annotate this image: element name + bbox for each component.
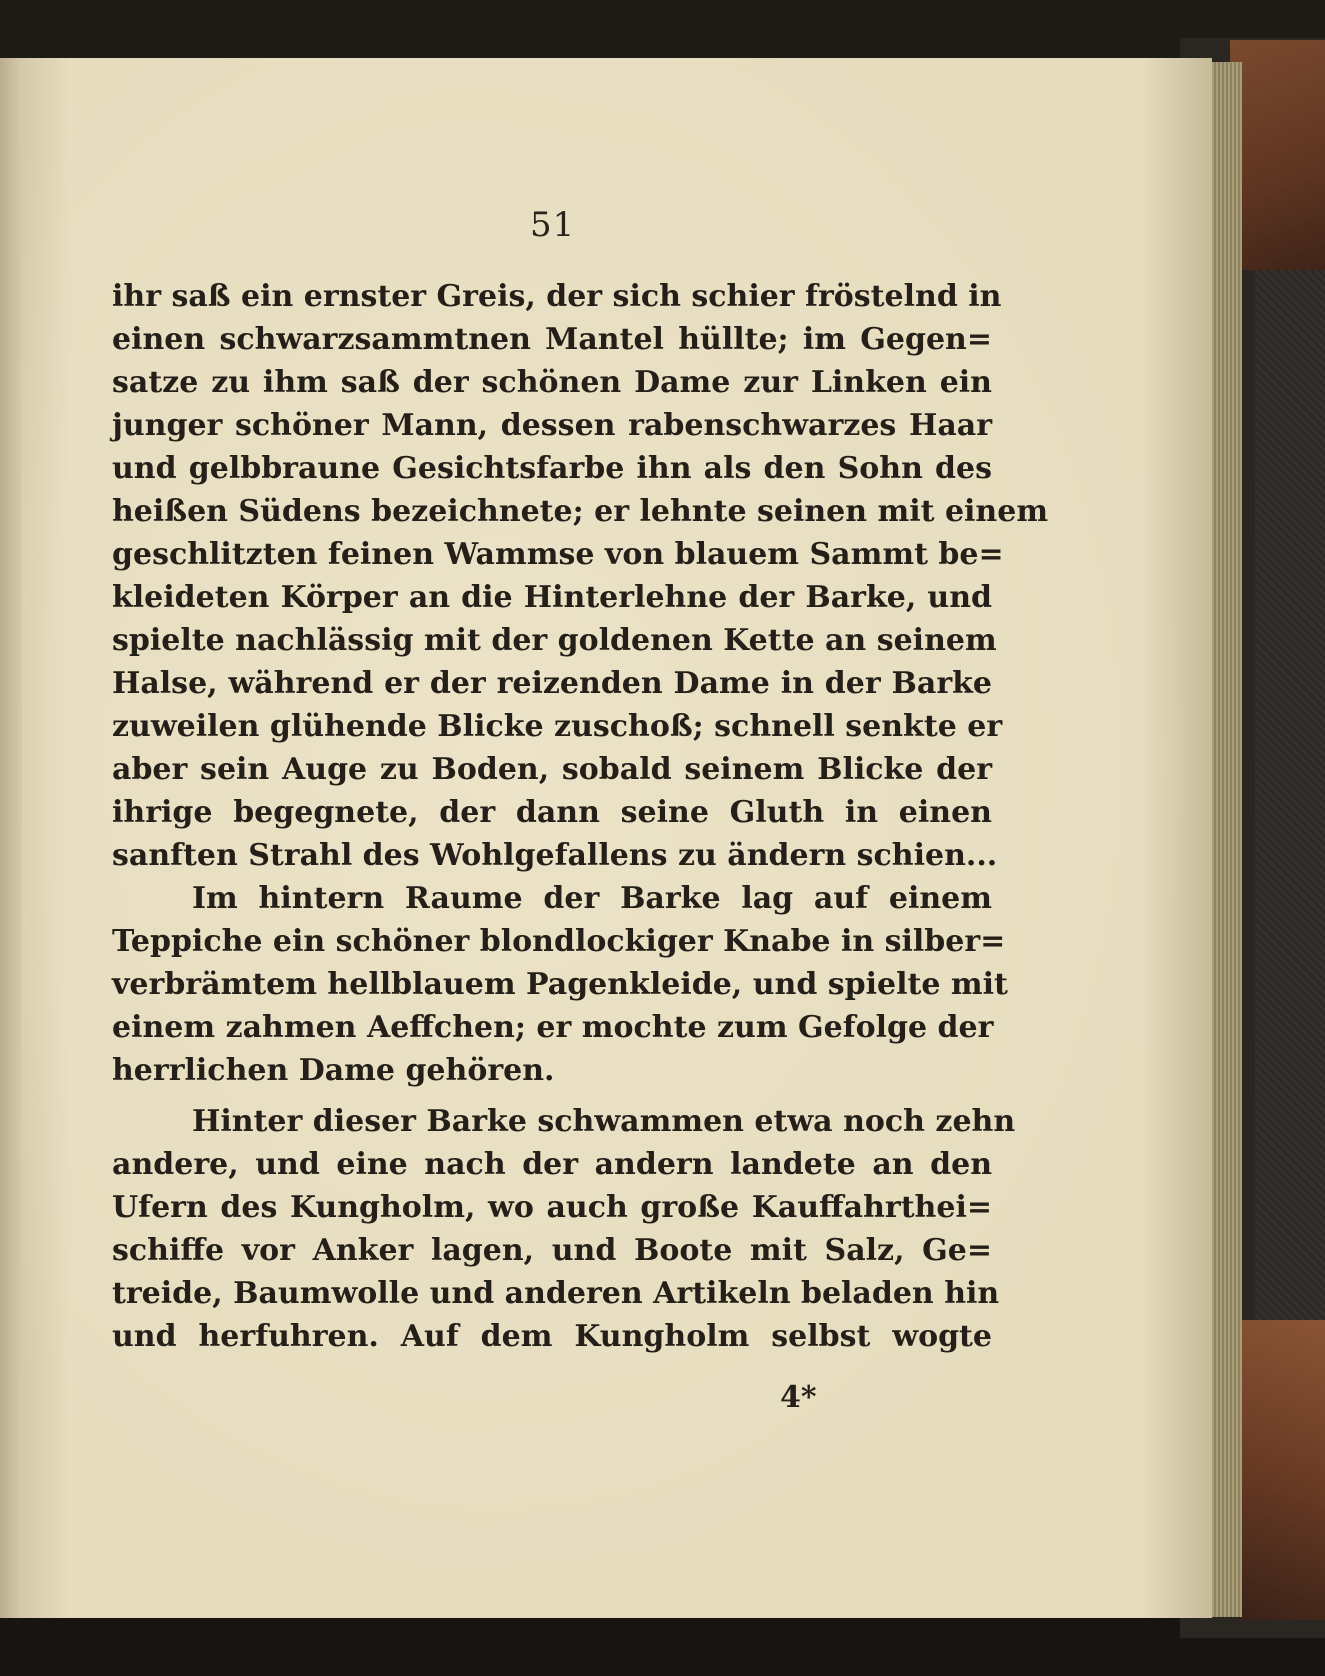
text-line: Teppiche ein schöner blondlockiger Knabe in silber= — [112, 924, 1006, 959]
text-line: herrlichen Dame gehören. — [112, 1053, 555, 1088]
text-line: geschlitzten feinen Wammse von blauem Sammt be= — [112, 537, 1004, 572]
text-line: ihr saß ein ernster Greis, der sich schier fröstelnd in — [112, 279, 1002, 314]
page-number: 51 — [530, 205, 576, 245]
leather-corner-top — [1230, 40, 1325, 270]
text-line: kleideten Körper an die Hinterlehne der Barke, und — [112, 580, 992, 615]
text-line: andere, und eine nach der andern landete an den — [112, 1147, 992, 1182]
background-top — [0, 0, 1325, 62]
body-text — [112, 275, 1049, 1358]
signature-mark: 4* — [780, 1380, 817, 1415]
text-line: einem zahmen Aeffchen; er mochte zum Gefolge der — [112, 1010, 994, 1045]
paragraph-start: Hinter dieser Barke schwammen etwa noch zehn — [192, 1104, 1016, 1139]
page-edges — [1208, 62, 1242, 1617]
leather-corner-bottom — [1240, 1320, 1325, 1620]
text-line: zuweilen glühende Blicke zuschoß; schnell senkte er — [112, 709, 1003, 744]
text-line: junger schöner Mann, dessen rabenschwarzes Haar — [112, 408, 992, 443]
text-line: schiffe vor Anker lagen, und Boote mit Salz, Ge= — [112, 1233, 992, 1268]
text-line: Halse, während er der reizenden Dame in der Barke — [112, 666, 992, 701]
text-line: Ufern des Kungholm, wo auch große Kauffahrthei= — [112, 1190, 992, 1225]
left-page-edge — [0, 58, 24, 1618]
text-line: einen schwarzsammtnen Mantel hüllte; im Gegen= — [112, 322, 992, 357]
text-line: spielte nachlässig mit der goldenen Kette an seinem — [112, 623, 997, 658]
text-line: heißen Südens bezeichnete; er lehnte seinen mit einem — [112, 494, 1049, 529]
text-line: treide, Baumwolle und anderen Artikeln beladen hin — [112, 1276, 1000, 1311]
text-line: ihrige begegnete, der dann seine Gluth in einen — [112, 795, 992, 830]
text-line: aber sein Auge zu Boden, sobald seinem Blicke der — [112, 752, 992, 787]
text-line: verbrämtem hellblauem Pagenkleide, und spielte mit — [112, 967, 1008, 1002]
text-line: und herfuhren. Auf dem Kungholm selbst wogte — [112, 1319, 992, 1354]
cover-cloth — [1255, 270, 1325, 1320]
paragraph-gap — [112, 1092, 992, 1100]
text-line: satze zu ihm saß der schönen Dame zur Linken ein — [112, 365, 992, 400]
text-line: und gelbbraune Gesichtsfarbe ihn als den Sohn des — [112, 451, 992, 486]
text-line: sanften Strahl des Wohlgefallens zu ändern schien... — [112, 838, 998, 873]
paragraph-start: Im hintern Raume der Barke lag auf einem — [192, 881, 992, 916]
